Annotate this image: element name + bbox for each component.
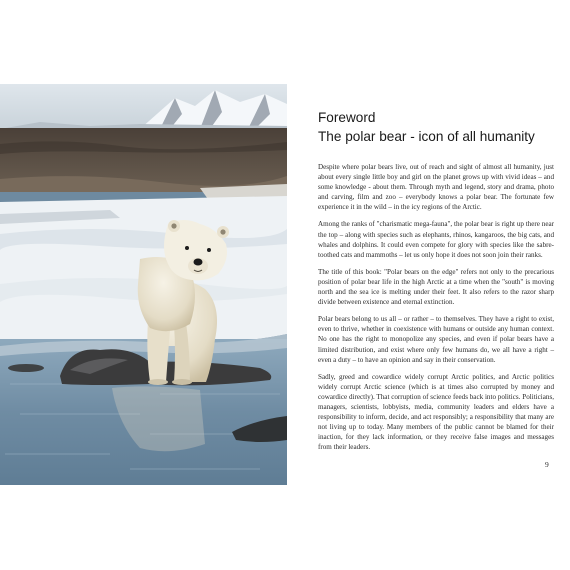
text-column xyxy=(318,108,554,459)
photo-illustration xyxy=(0,84,287,485)
page-number: 9 xyxy=(545,460,549,469)
section-label: Foreword xyxy=(318,110,376,125)
paragraph: Sadly, greed and cowardice widely corrupt Arctic politics, and Arctic politics widely corrupt Arctic science (which is at times also corrupted by money and cowardice directly). That corruption of science feeds back into politics. Politicians, managers, scientists, lobbyists, media, community leaders and elders have a responsibility to inform, decide, and act responsibly; a responsibility that many are not living up to today. Many members of the public cannot be blamed for their inaction, for they lack information, or they receive false images and messages from their leaders. xyxy=(318,372,554,452)
paragraph: Despite where polar bears live, out of reach and sight of almost all humanity, just about every single little boy and girl on the planet grows up with vivid ideas – and some knowledge - about them. Through myth and legend, story and drama, photo and carving, film and zoo – everybody knows a polar bear. The fortunate few experience it in the wild – in the icy regions of the Arctic. xyxy=(318,163,554,212)
paragraph: The title of this book: "Polar bears on the edge" refers not only to the precarious position of polar bear life in the high Arctic at a time when the "south" is moving north and the sea ice is melting under their feet. It also refers to the razor sharp divide between existence and eternal extinction. xyxy=(318,267,554,307)
page-title: The polar bear - icon of all humanity xyxy=(318,129,535,144)
body-text xyxy=(318,162,554,452)
polar-bear-photo xyxy=(0,84,287,485)
paragraph: Among the ranks of "charismatic mega-fauna", the polar bear is right up there near the top – along with species such as elephants, rhinos, kangaroos, the big cats, and whales and dolphins. It could even compete for glory with species like the sabre-toothed cats and mammoths – let us only hope it does not soon join their ranks. xyxy=(318,220,554,259)
paragraph: Polar bears belong to us all – or rather – to themselves. They have a right to exist, even to thrive, whether in coexistence with humans or outside any human context. No one has the right to monopolize any species, and even if polar bears have a limited distribution, and exist where only few humans do, we all have a right – even a duty – to have an opinion and say in their conservation. xyxy=(318,315,554,364)
